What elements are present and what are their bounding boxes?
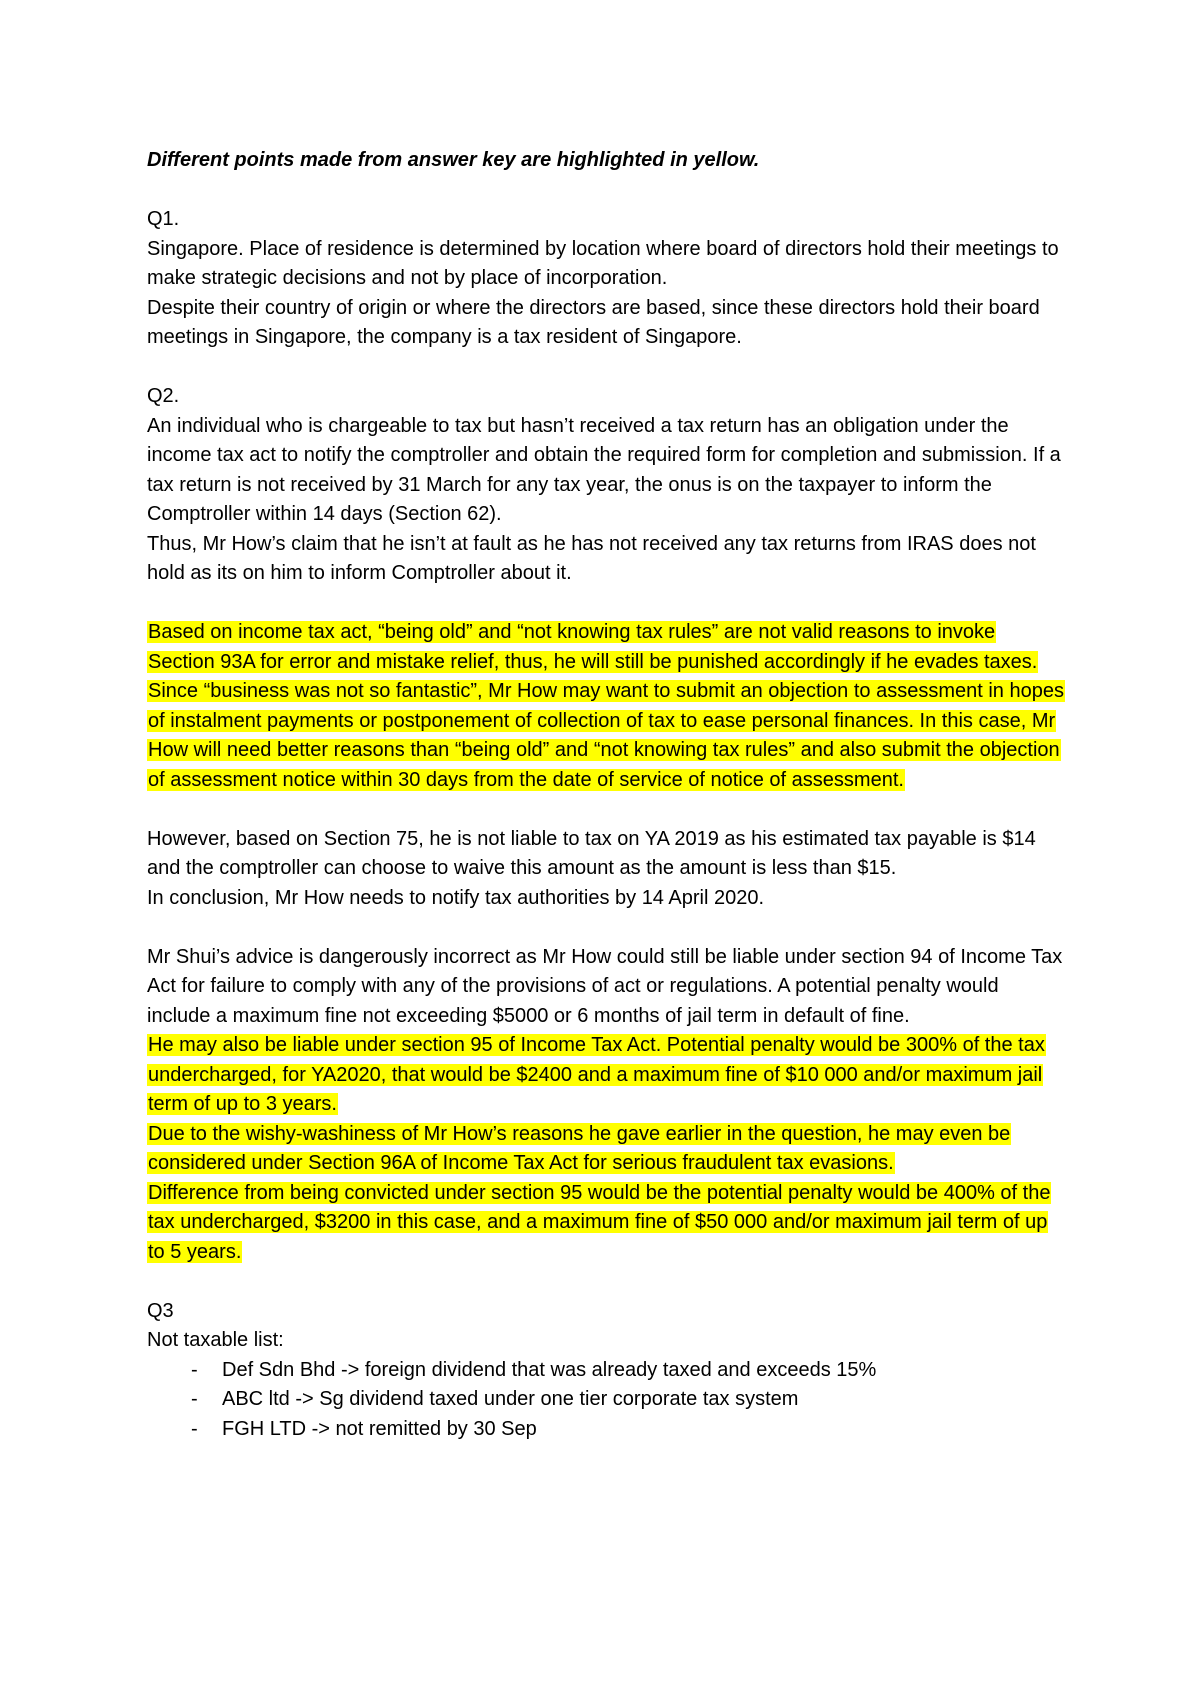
q1-paragraph-2: Despite their country of origin or where the directors are based, since these directors hold their board meetings in Singapore, the company is a tax resident of Singapore. <box>147 296 1040 348</box>
q2-heading: Q2. <box>147 385 180 407</box>
highlight-text: Difference from being convicted under section 95 would be the potential penalty would be 400% of the tax undercharged, $3200 in this case, and a maximum fine of $50 000 and/or maximum jail term of up to 5 years. <box>148 1181 1051 1263</box>
spacer <box>147 913 1067 943</box>
list-item: - ABC ltd -> Sg dividend taxed under one tier corporate tax system <box>191 1385 1067 1415</box>
highlight-text: Based on income tax act, “being old” and “not knowing tax rules” are not valid reasons to invoke Section 93A for error and mistake relief, thus, he will still be punished accordingly if he evades taxes. <box>148 621 1038 673</box>
q2-paragraph-5: Mr Shui’s advice is dangerously incorrect as Mr How could still be liable under section 94 of Income Tax Act for failure to comply with any of the provisions of act or regulations. A potential penalty would include a maximum fine not exceeding $5000 or 6 months of jail term in default of fine. <box>147 945 1063 1027</box>
q2-paragraph-4: In conclusion, Mr How needs to notify tax authorities by 14 April 2020. <box>147 886 765 909</box>
question-1 <box>147 205 1067 353</box>
not-taxable-list <box>147 1356 1067 1445</box>
spacer <box>147 353 1067 383</box>
q2-paragraph-3: However, based on Section 75, he is not liable to tax on YA 2019 as his estimated tax payable is $14 and the comptroller can choose to waive this amount as the amount is less than $15. <box>147 827 1036 879</box>
spacer <box>147 795 1067 825</box>
q2-paragraph-2: Thus, Mr How’s claim that he isn’t at fault as he has not received any tax returns from IRAS does not hold as its on him to inform Comptroller about it. <box>147 532 1036 584</box>
q2-paragraph-1: An individual who is chargeable to tax but hasn’t received a tax return has an obligation under the income tax act to notify the comptroller and obtain the required form for completion and submission. If a tax return is not received by 31 March for any tax year, the onus is on the taxpayer to inform the Comptroller within 14 days (Section 62). <box>147 414 1061 525</box>
q1-paragraph-1: Singapore. Place of residence is determined by location where board of directors hold their meetings to make strategic decisions and not by place of incorporation. <box>147 237 1059 289</box>
q3-subheading: Not taxable list: <box>147 1329 284 1351</box>
highlight-text: Due to the wishy-washiness of Mr How’s reasons he gave earlier in the question, he may even be considered under Section 96A of Income Tax Act for serious fraudulent tax evasions. <box>148 1122 1011 1174</box>
q2-highlight-5 <box>147 1179 1067 1268</box>
intro-note: Different points made from answer key are highlighted in yellow. <box>147 149 760 171</box>
q2-highlight-4 <box>147 1120 1067 1179</box>
spacer <box>147 176 1067 206</box>
q2-highlight-3 <box>147 1031 1067 1120</box>
question-2 <box>147 382 1067 1267</box>
question-3 <box>147 1297 1067 1445</box>
list-item: - Def Sdn Bhd -> foreign dividend that was already taxed and exceeds 15% <box>191 1356 1067 1386</box>
q1-heading: Q1. <box>147 208 180 230</box>
list-item: - FGH LTD -> not remitted by 30 Sep <box>191 1415 1067 1445</box>
highlight-text: He may also be liable under section 95 of Income Tax Act. Potential penalty would be 300% of the tax undercharged, for YA2020, that would be $2400 and a maximum fine of $10 000 and/or maximum jail term of up to 3 years. <box>148 1034 1045 1115</box>
q3-heading: Q3 <box>147 1299 174 1322</box>
q2-highlight-2 <box>147 677 1067 795</box>
spacer <box>147 1267 1067 1297</box>
document-page <box>147 146 1067 1444</box>
spacer <box>147 589 1067 619</box>
highlight-text: Since “business was not so fantastic”, Mr How may want to submit an objection to assessment in hopes of instalment payments or postponement of collection of tax to ease personal finances. In this case, Mr How will need better reasons than “being old” and “not knowing tax rules” and also submit the objection of assessment notice within 30 days from the date of service of notice of assessment. <box>148 680 1064 791</box>
q2-highlight-1 <box>147 618 1067 677</box>
